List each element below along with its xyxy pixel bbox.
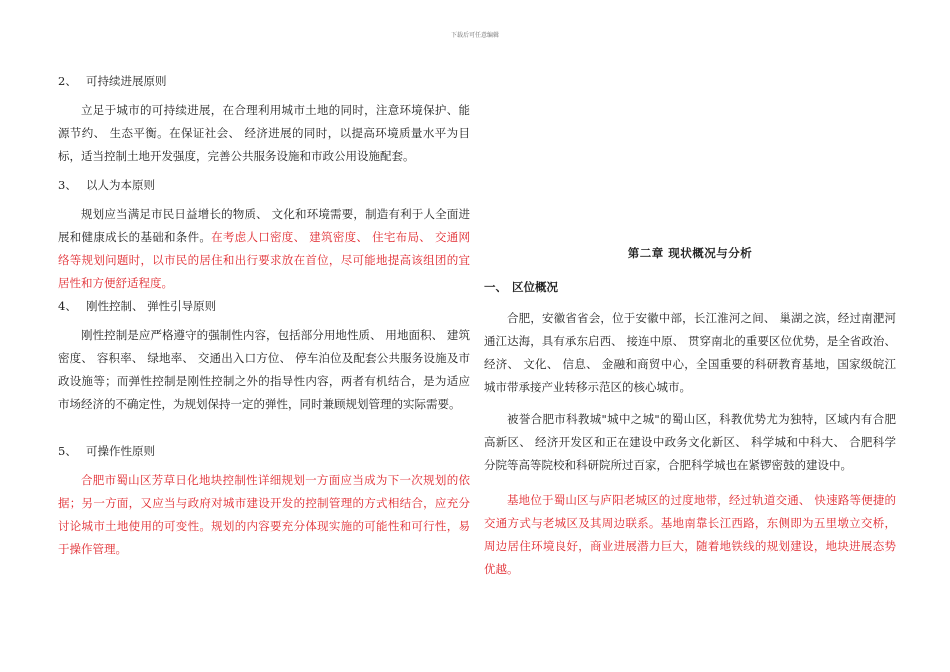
chapter-title: 第二章 现状概况与分析 — [627, 246, 753, 260]
paragraph-hefei: 合肥，安徽省省会，位于安徽中部，长江淮河之间、 巢湖之滨，经过南淝河通江达海，具有承东启西、 接连中原、 贯穿南北的重要区位优势，是全省政治、 经济、 文化、 信息、 金融和商贸中心，全国重要的科研教育基地，国家级皖江城市带承接产业转移示范区的核心城市。 — [484, 311, 896, 394]
section-heading-5 — [58, 443, 155, 459]
paragraph-site: 基地位于蜀山区与庐阳老城区的过度地带，经过轨道交通、 快速路等便捷的交通方式与老城区及其周边联系。基地南靠长江西路，东侧即为五里墩立交桥，周边居住环境良好，商业进展潜力巨大，随着地铁线的规划建设，地块进展态势优越。 — [484, 493, 896, 576]
section-title: 区位概况 — [512, 280, 558, 294]
paragraph-shushan: 被誉合肥市科教城"城中之城"的蜀山区，科教优势尤为独特，区域内有合肥高新区、 经济开发区和正在建设中政务文化新区、 科学城和中科大、 合肥科学分院等高等院校和科研院所过百家，合肥科学城也在紧锣密鼓的建设中。 — [484, 412, 896, 472]
paragraph-rigid-flexible: 刚性控制是应严格遵守的强制性内容，包括部分用地性质、 用地面积、 建筑密度、 容积率、 绿地率、 交通出入口方位、 停车泊位及配套公共服务设施及市政设施等；而弹性控制是刚性控制之外的指导性内容，两者有机结合，是为适应市场经济的不确定性，为规划保持一定的弹性，同时兼顾规划管理的实际需要。 — [58, 328, 470, 411]
paragraph-sustainable: 立足于城市的可持续进展，在合理利用城市土地的同时，注意环境保护、能源节约、 生态平衡。在保证社会、 经济进展的同时，以提高环境质量水平为目标，适当控制土地开发强度，完善公共服务设施和市政公用设施配套。 — [58, 103, 470, 163]
section-heading-4 — [58, 298, 216, 314]
section-number: 一、 — [484, 280, 507, 294]
section-number: 5、 — [58, 444, 77, 458]
section-heading-2 — [58, 73, 167, 89]
section-title: 可持续进展原则 — [86, 74, 167, 88]
section-number: 4、 — [58, 299, 77, 313]
section-title: 刚性控制、 弹性引导原则 — [86, 299, 217, 313]
paragraph-people-oriented — [58, 203, 470, 295]
paragraph-operability: 合肥市蜀山区芳草日化地块控制性详细规划一方面应当成为下一次规划的依据；另一方面，又应当与政府对城市建设开发的控制管理的方式相结合，应充分讨论城市土地使用的可变性。规划的内容要充分体现实施的可能性和可行性，易于操作管理。 — [58, 473, 470, 556]
section-title: 可操作性原则 — [86, 444, 155, 458]
section-number: 3、 — [58, 178, 77, 192]
section-heading-3 — [58, 177, 155, 193]
highlighted-text: 在考虑人口密度、 建筑密度、 住宅布局、 交通网络等规划问题时，以市民的居住和出行要求放在首位，尽可能地提高该组团的宜居性和方便舒适程度。 — [58, 230, 470, 290]
section-title: 以人为本原则 — [86, 178, 155, 192]
section-heading-location — [484, 279, 558, 295]
section-number: 2、 — [58, 74, 77, 88]
header-watermark: 下载后可任意编辑 — [450, 32, 499, 39]
paragraph-text: 规划应当满足市民日益增长的物质、 文化和环境需要，制造有利于人全面进展和健康成长的基础和条件。 — [58, 207, 470, 244]
